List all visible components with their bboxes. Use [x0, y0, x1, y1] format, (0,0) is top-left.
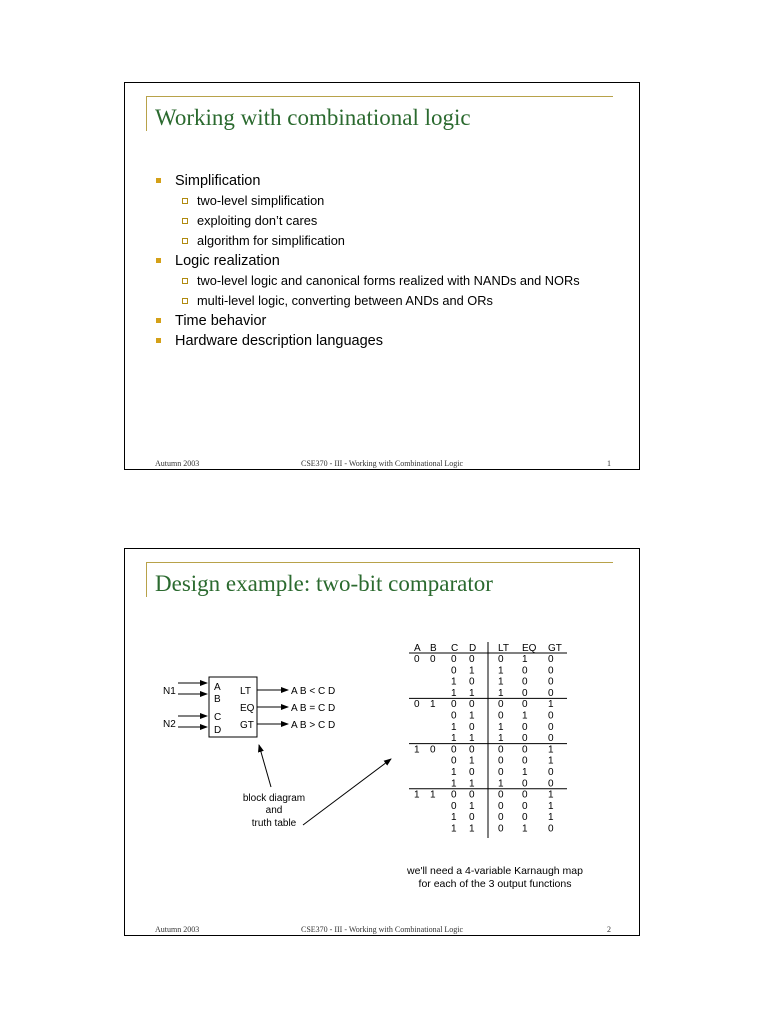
pin-label-eq: EQ: [240, 703, 255, 714]
table-cell: 0: [522, 800, 528, 812]
table-cell: 1: [548, 744, 554, 756]
table-cell: 0: [548, 654, 554, 665]
table-cell: 0: [522, 733, 528, 745]
table-cell: 1: [498, 676, 504, 688]
footer-course: CSE370 - III - Working with Combinational Logic: [301, 459, 464, 468]
table-cell: 1: [451, 767, 457, 778]
table-cell: 1: [522, 823, 528, 835]
table-cell: 1: [451, 687, 457, 699]
relation-greater-than: A B > C D: [291, 720, 336, 731]
table-cell: 0: [451, 710, 457, 722]
annotation-truth-table: truth table: [251, 818, 297, 829]
footer-course: CSE370 - III - Working with Combinational Logic: [301, 925, 464, 934]
footer-page-number: 2: [607, 925, 611, 934]
table-cell: 0: [522, 721, 528, 733]
table-cell: 0: [469, 789, 475, 801]
table-cell: 0: [451, 654, 457, 665]
table-cell: 0: [469, 676, 475, 688]
table-cell: 1: [451, 812, 457, 824]
table-cell: 0: [498, 654, 504, 665]
table-cell: 0: [522, 744, 528, 756]
table-cell: 1: [498, 778, 504, 790]
table-cell: 1: [469, 778, 475, 790]
table-cell: 0: [548, 767, 554, 778]
table-cell: 0: [498, 812, 504, 824]
table-cell: 1: [451, 721, 457, 733]
footer-page-number: 1: [607, 459, 611, 468]
table-cell: 1: [451, 733, 457, 745]
table-cell: 0: [548, 733, 554, 745]
input-label-n1: N1: [163, 686, 176, 697]
sub-bullet-two-level-canonical: two-level logic and canonical forms realized with NANDs and NORs: [155, 271, 580, 291]
table-cell: 0: [469, 767, 475, 778]
table-cell: 0: [522, 812, 528, 824]
table-cell: 0: [451, 744, 457, 756]
table-cell: 0: [469, 699, 475, 711]
table-cell: 1: [498, 665, 504, 677]
title-bar: [146, 96, 613, 131]
table-cell: 0: [451, 665, 457, 677]
bullet-simplification: Simplification: [155, 171, 580, 191]
table-header-a: A: [414, 643, 421, 654]
pointer-to-table: [303, 759, 391, 825]
footer-date: Autumn 2003: [155, 459, 200, 468]
table-cell: 1: [469, 710, 475, 722]
bullet-hdl: Hardware description languages: [155, 331, 580, 351]
table-cell-b: 1: [430, 789, 436, 801]
table-cell: 1: [469, 665, 475, 677]
slide-2: [124, 548, 640, 936]
table-cell: 0: [522, 687, 528, 699]
table-cell: 0: [469, 812, 475, 824]
table-cell: 0: [451, 789, 457, 801]
table-cell: 1: [451, 676, 457, 688]
pin-label-a: A: [214, 682, 221, 693]
table-cell: 1: [548, 699, 554, 711]
table-cell-b: 0: [430, 654, 436, 665]
table-cell: 0: [498, 800, 504, 812]
table-cell: 1: [469, 823, 475, 835]
table-cell: 0: [522, 755, 528, 767]
bullet-logic-realization: Logic realization: [155, 251, 580, 271]
table-cell: 0: [548, 778, 554, 790]
table-cell: 0: [548, 687, 554, 699]
table-cell: 0: [469, 744, 475, 756]
table-cell: 1: [498, 721, 504, 733]
table-cell: 1: [451, 778, 457, 790]
table-cell-b: 1: [430, 699, 436, 711]
table-header-lt: LT: [498, 643, 509, 654]
table-cell: 1: [469, 800, 475, 812]
table-cell: 1: [522, 767, 528, 778]
table-cell: 1: [522, 710, 528, 722]
table-cell: 0: [522, 778, 528, 790]
note-line-1: we'll need a 4-variable Karnaugh map: [407, 865, 583, 877]
karnaugh-note: [380, 865, 610, 891]
truth-table: [409, 642, 567, 838]
pin-label-gt: GT: [240, 720, 254, 731]
sub-bullet-algorithm: algorithm for simplification: [155, 231, 580, 251]
table-cell: 1: [469, 733, 475, 745]
table-cell: 0: [522, 665, 528, 677]
table-cell: 0: [548, 665, 554, 677]
pin-label-c: C: [214, 712, 222, 723]
relation-equal: A B = C D: [291, 703, 336, 714]
table-header-d: D: [469, 643, 477, 654]
table-cell: 0: [498, 755, 504, 767]
table-cell: 1: [548, 812, 554, 824]
table-cell-a: 0: [414, 699, 420, 711]
table-cell: 1: [548, 800, 554, 812]
table-cell-a: 1: [414, 744, 420, 756]
annotation-block-diagram: block diagram: [242, 793, 306, 804]
table-cell: 0: [548, 676, 554, 688]
table-cell: 0: [548, 823, 554, 835]
table-cell: 1: [548, 789, 554, 801]
pin-label-d: D: [214, 725, 222, 736]
table-cell: 0: [498, 744, 504, 756]
pointer-to-block: [259, 745, 271, 787]
pin-label-lt: LT: [240, 686, 251, 697]
table-header-c: C: [451, 643, 459, 654]
table-cell: 0: [469, 654, 475, 665]
table-cell: 1: [469, 687, 475, 699]
note-line-2: for each of the 3 output functions: [418, 878, 572, 890]
pin-label-b: B: [214, 694, 221, 705]
table-cell: 0: [451, 755, 457, 767]
bullet-time-behavior: Time behavior: [155, 311, 580, 331]
relation-less-than: A B < C D: [291, 686, 336, 697]
table-header-eq: EQ: [522, 643, 537, 654]
sub-bullet-multi-level-logic: multi-level logic, converting between ANDs and ORs: [155, 291, 580, 311]
slide-title: Design example: two-bit comparator: [155, 571, 493, 596]
table-cell: 1: [498, 733, 504, 745]
input-label-n2: N2: [163, 719, 176, 730]
table-cell: 1: [498, 687, 504, 699]
table-cell: 0: [548, 721, 554, 733]
bullet-list: [155, 171, 580, 351]
table-cell: 1: [469, 755, 475, 767]
table-cell: 1: [522, 654, 528, 665]
table-cell-b: 0: [430, 744, 436, 756]
table-cell: 0: [498, 823, 504, 835]
table-header-b: B: [430, 643, 437, 654]
footer-date: Autumn 2003: [155, 925, 200, 934]
sub-bullet-exploiting-dont-cares: exploiting don’t cares: [155, 211, 580, 231]
table-cell: 0: [548, 710, 554, 722]
slide-1: [124, 82, 640, 470]
table-cell: 0: [451, 699, 457, 711]
slide-title: Working with combinational logic: [155, 105, 471, 130]
annotation-and: and: [265, 805, 283, 816]
table-cell-a: 1: [414, 789, 420, 801]
table-cell: 0: [498, 710, 504, 722]
table-cell: 0: [522, 699, 528, 711]
table-cell: 0: [498, 767, 504, 778]
table-cell: 0: [522, 789, 528, 801]
table-cell-a: 0: [414, 654, 420, 665]
table-cell: 0: [498, 699, 504, 711]
table-cell: 1: [548, 755, 554, 767]
table-cell: 1: [451, 823, 457, 835]
table-cell: 0: [522, 676, 528, 688]
table-header-gt: GT: [548, 643, 562, 654]
table-cell: 0: [498, 789, 504, 801]
sub-bullet-two-level-simplification: two-level simplification: [155, 191, 580, 211]
table-cell: 0: [469, 721, 475, 733]
table-cell: 0: [451, 800, 457, 812]
